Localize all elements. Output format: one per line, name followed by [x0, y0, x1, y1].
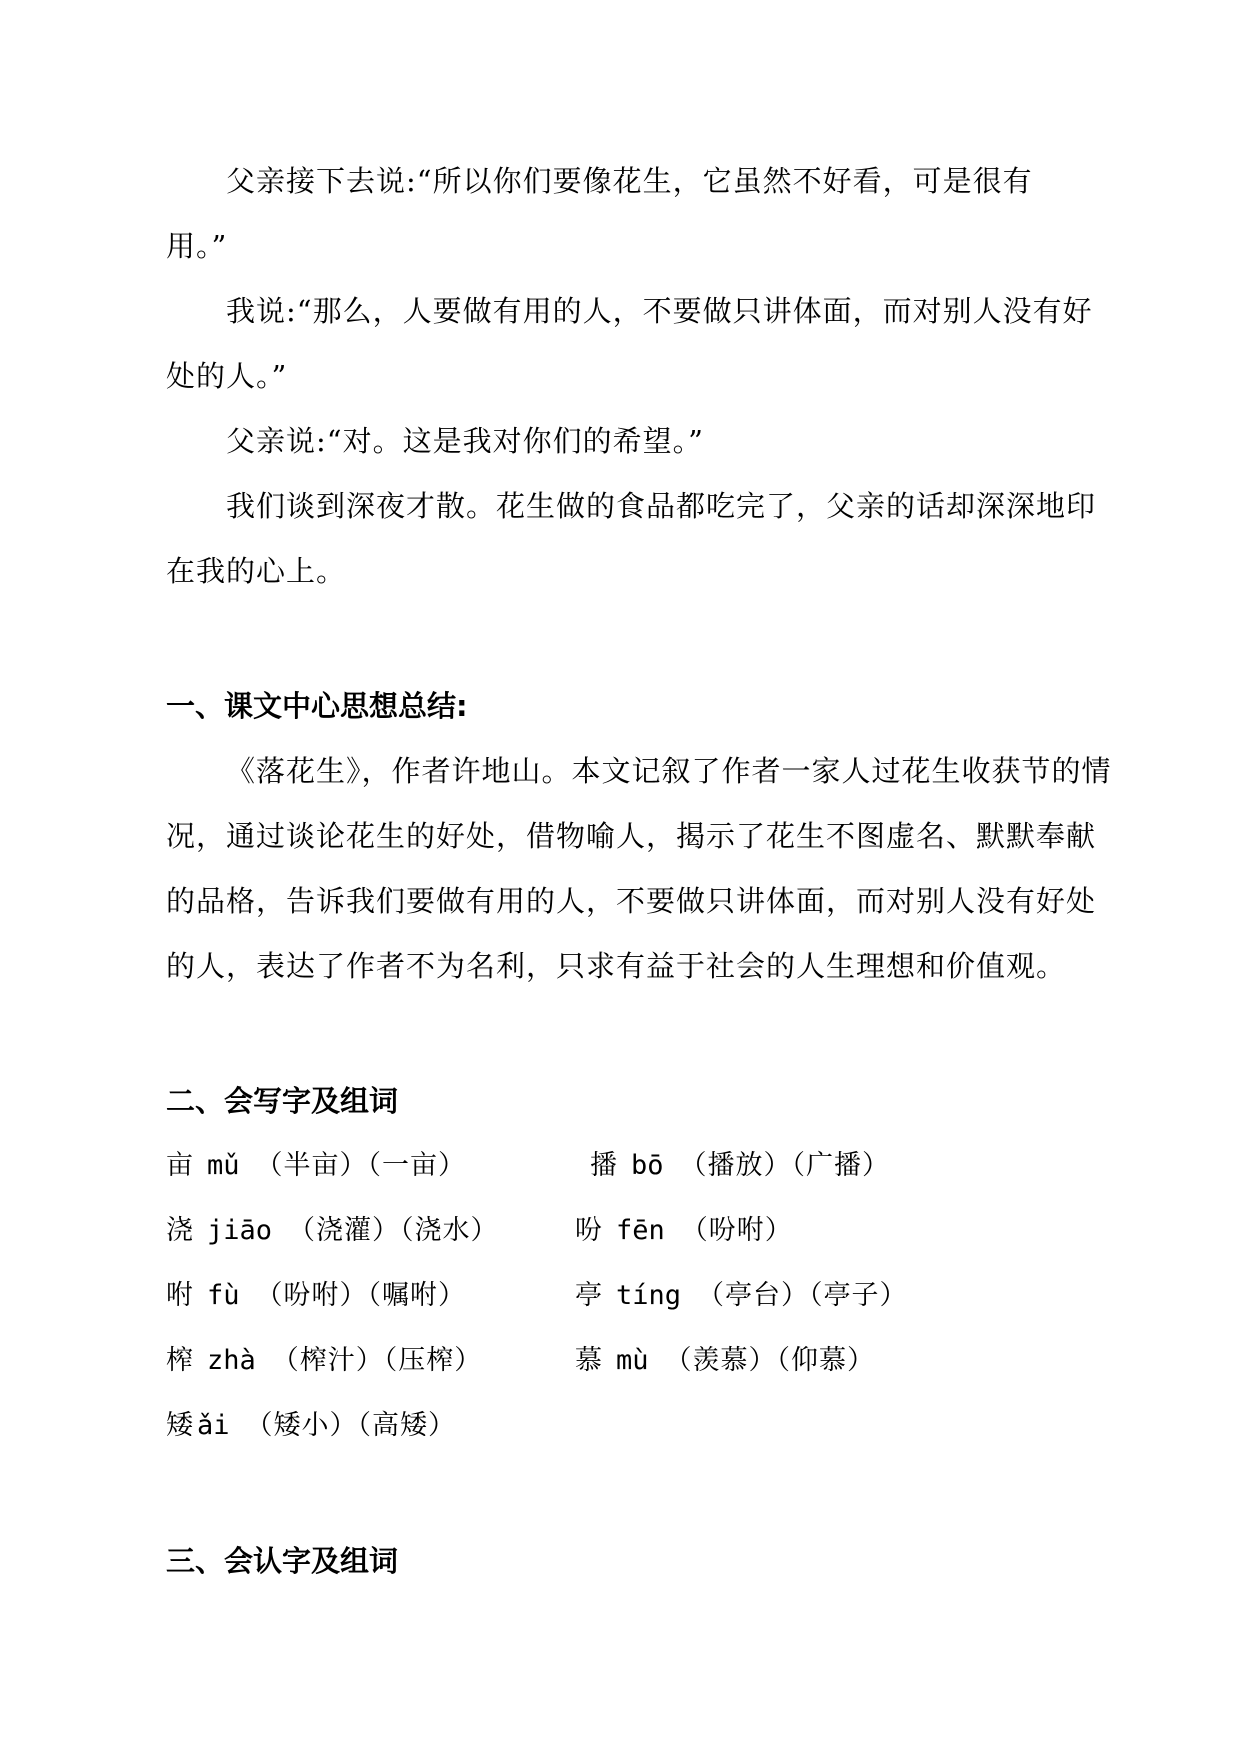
word-entry [166, 1211, 499, 1251]
paragraph-4-line-1: 我们谈到深夜才散。花生做的食品都吃完了，父亲的话却深深地印 [226, 489, 1097, 523]
word-compounds: （吩咐） [680, 1215, 793, 1246]
section-2-heading: 二、会写字及组词 [166, 1084, 399, 1118]
word-compounds: （半亩）（一亩） [255, 1150, 467, 1181]
word-compounds: （羡慕）（仰慕） [664, 1345, 876, 1376]
word-char: 慕 [575, 1345, 602, 1376]
word-compounds: （浇灌）（浇水） [288, 1215, 499, 1246]
word-pinyin: ǎi [197, 1410, 230, 1441]
word-pinyin: tíng [616, 1280, 682, 1311]
word-pinyin: fù [207, 1280, 240, 1311]
word-entry [166, 1406, 456, 1446]
word-compounds: （矮小）（高矮） [245, 1410, 457, 1441]
word-pinyin: jiāo [207, 1215, 273, 1246]
section-3-heading: 三、会认字及组词 [166, 1544, 399, 1578]
word-entry [575, 1211, 793, 1251]
word-pinyin: mù [616, 1345, 649, 1376]
word-char: 亭 [575, 1280, 602, 1311]
word-entry [166, 1341, 482, 1381]
word-char: 榨 [166, 1345, 193, 1376]
word-entry [166, 1276, 466, 1316]
word-compounds: （榨汁）（压榨） [271, 1345, 483, 1376]
word-pinyin: bō [631, 1150, 664, 1181]
word-pinyin: zhà [207, 1345, 256, 1376]
word-char: 矮 [166, 1410, 193, 1441]
word-compounds: （吩咐）（嘱咐） [255, 1280, 467, 1311]
word-entry [575, 1276, 908, 1316]
word-char: 播 [590, 1150, 617, 1181]
word-entry [575, 1341, 875, 1381]
paragraph-1-line-1: 父亲接下去说:“所以你们要像花生，它虽然不好看，可是很有 [226, 164, 1033, 198]
paragraph-4-line-2: 在我的心上。 [166, 554, 347, 588]
paragraph-1-line-2: 用。” [166, 229, 228, 263]
section-1-heading: 一、课文中心思想总结: [166, 689, 468, 723]
word-compounds: （播放）（广播） [679, 1150, 891, 1181]
section-1-line-3: 的品格，告诉我们要做有用的人，不要做只讲体面，而对别人没有好处 [166, 884, 1097, 918]
paragraph-2-line-2: 处的人。” [166, 359, 288, 393]
word-char: 亩 [166, 1150, 193, 1181]
word-char: 吩 [575, 1215, 602, 1246]
word-pinyin: fēn [616, 1215, 665, 1246]
section-1-line-1: 《落花生》，作者许地山。本文记叙了作者一家人过花生收获节的情 [226, 754, 1112, 788]
word-entry [590, 1146, 890, 1186]
paragraph-2-line-1: 我说:“那么，人要做有用的人，不要做只讲体面，而对别人没有好 [226, 294, 1093, 328]
section-1-line-2: 况，通过谈论花生的好处，借物喻人，揭示了花生不图虚名、默默奉献 [166, 819, 1097, 853]
word-char: 浇 [166, 1215, 193, 1246]
word-compounds: （亭台）（亭子） [697, 1280, 908, 1311]
word-entry [166, 1146, 466, 1186]
paragraph-3-line-1: 父亲说:“对。这是我对你们的希望。” [226, 424, 704, 458]
word-char: 咐 [166, 1280, 193, 1311]
section-1-line-4: 的人，表达了作者不为名利，只求有益于社会的人生理想和价值观。 [166, 949, 1067, 983]
word-pinyin: mǔ [207, 1150, 240, 1181]
